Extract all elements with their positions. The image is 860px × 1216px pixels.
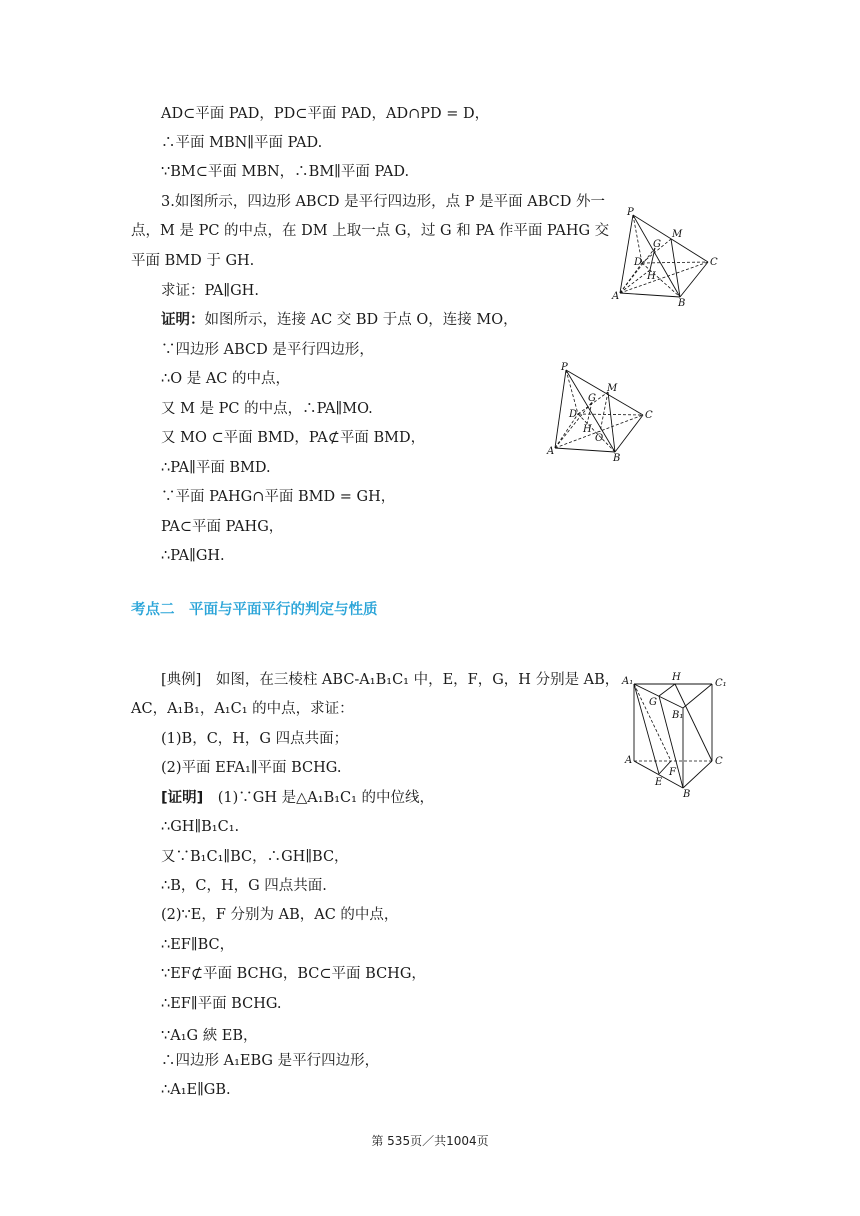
example-step: ∴B，C，H，G 四点共面.: [161, 878, 327, 894]
example-step: ∴GH∥B₁C₁.: [161, 819, 240, 835]
fig1-label: P: [627, 207, 634, 218]
example-step: 又∵B₁C₁∥BC，∴GH∥BC，: [161, 849, 349, 865]
example-step: ∴EF∥BC，: [161, 937, 235, 953]
example-line: AC，A₁B₁，A₁C₁ 的中点，求证：: [131, 701, 354, 717]
fig3-label: A: [625, 755, 633, 766]
fig2-label: G: [588, 393, 596, 404]
example-step: ∵EF⊄平面 BCHG，BC⊂平面 BCHG，: [161, 966, 426, 982]
fig1-label: H: [647, 271, 656, 282]
fig1-label: D: [634, 257, 643, 268]
fig1-label: A: [612, 291, 620, 302]
proof-step: ∵四边形 ABCD 是平行四边形，: [161, 342, 374, 358]
fig1-label: M: [672, 229, 683, 240]
fig3-label: A₁: [622, 676, 634, 687]
fig2-label: B: [613, 453, 621, 464]
problem-3-line: 点，M 是 PC 的中点，在 DM 上取一点 G，过 G 和 PA 作平面 PAHG 交: [131, 223, 610, 239]
fig3-label: B₁: [672, 710, 684, 721]
fig3-label: G: [649, 697, 657, 708]
proof-text: 如图所示，连接 AC 交 BD 于点 O，连接 MO，: [204, 312, 518, 328]
fig1-label: B: [678, 298, 686, 307]
figure-pyramid-2: [545, 362, 663, 464]
example-proof-label: [证明]: [161, 790, 204, 806]
fig1-label: G: [653, 239, 661, 250]
example-step: ∴四边形 A₁EBG 是平行四边形，: [161, 1053, 380, 1069]
prove-statement: 求证：PA∥GH.: [161, 283, 259, 299]
figure-prism: [620, 664, 735, 800]
text-line: AD⊂平面 PAD，PD⊂平面 PAD，AD∩PD = D，: [161, 106, 490, 122]
proof-step: 又 MO ⊂平面 BMD，PA⊄平面 BMD，: [161, 430, 426, 446]
fig3-label: C: [715, 756, 723, 767]
text-line: ∵BM⊂平面 MBN，∴BM∥平面 PAD.: [161, 164, 410, 180]
example-proof-text: (1)∵GH 是△A₁B₁C₁ 的中位线，: [203, 790, 435, 806]
fig1-label: C: [710, 257, 718, 268]
example-step: ∵A₁G 綊 EB，: [161, 1028, 258, 1044]
problem-3-line: 平面 BMD 于 GH.: [131, 253, 255, 269]
problem-3-line: 3.如图所示，四边形 ABCD 是平行四边形，点 P 是平面 ABCD 外一: [161, 194, 605, 210]
proof-label: 证明：: [161, 312, 205, 328]
section-heading: 考点二 平面与平面平行的判定与性质: [131, 602, 378, 618]
fig3-label: E: [655, 777, 663, 788]
example-question: (2)平面 EFA₁∥平面 BCHG.: [161, 760, 342, 776]
fig3-label: F: [669, 767, 676, 778]
figure-pyramid-1: [610, 205, 728, 307]
fig3-label: C₁: [715, 678, 727, 689]
example-question: (1)B，C，H，G 四点共面；: [161, 731, 349, 747]
proof-step: ∴O 是 AC 的中点，: [161, 371, 291, 387]
proof-step: PA⊂平面 PAHG，: [161, 519, 284, 535]
fig2-label: O: [595, 433, 604, 444]
fig2-label: M: [607, 383, 618, 394]
fig2-label: A: [547, 446, 555, 457]
page-footer: 第 535页／共1004页: [371, 1134, 489, 1148]
fig2-label: H: [583, 424, 592, 435]
example-proof-first: [161, 788, 434, 808]
proof-step: ∴PA∥GH.: [161, 548, 225, 564]
example-line: [典例] 如图，在三棱柱 ABC-A₁B₁C₁ 中，E，F，G，H 分别是 AB，: [161, 672, 620, 688]
proof-first-line: [161, 310, 518, 330]
proof-step: 又 M 是 PC 的中点，∴PA∥MO.: [161, 401, 373, 417]
example-step: (2)∵E，F 分别为 AB，AC 的中点，: [161, 907, 399, 923]
fig2-label: P: [561, 362, 568, 373]
proof-step: ∴PA∥平面 BMD.: [161, 460, 271, 476]
fig3-label: H: [672, 672, 681, 683]
fig2-label: C: [645, 410, 653, 421]
example-step: ∴EF∥平面 BCHG.: [161, 996, 282, 1012]
example-step: ∴A₁E∥GB.: [161, 1082, 231, 1098]
fig3-label: B: [683, 789, 691, 800]
proof-step: ∵平面 PAHG∩平面 BMD = GH，: [161, 489, 396, 505]
fig2-label: D: [569, 409, 578, 420]
text-line: ∴平面 MBN∥平面 PAD.: [161, 135, 323, 151]
